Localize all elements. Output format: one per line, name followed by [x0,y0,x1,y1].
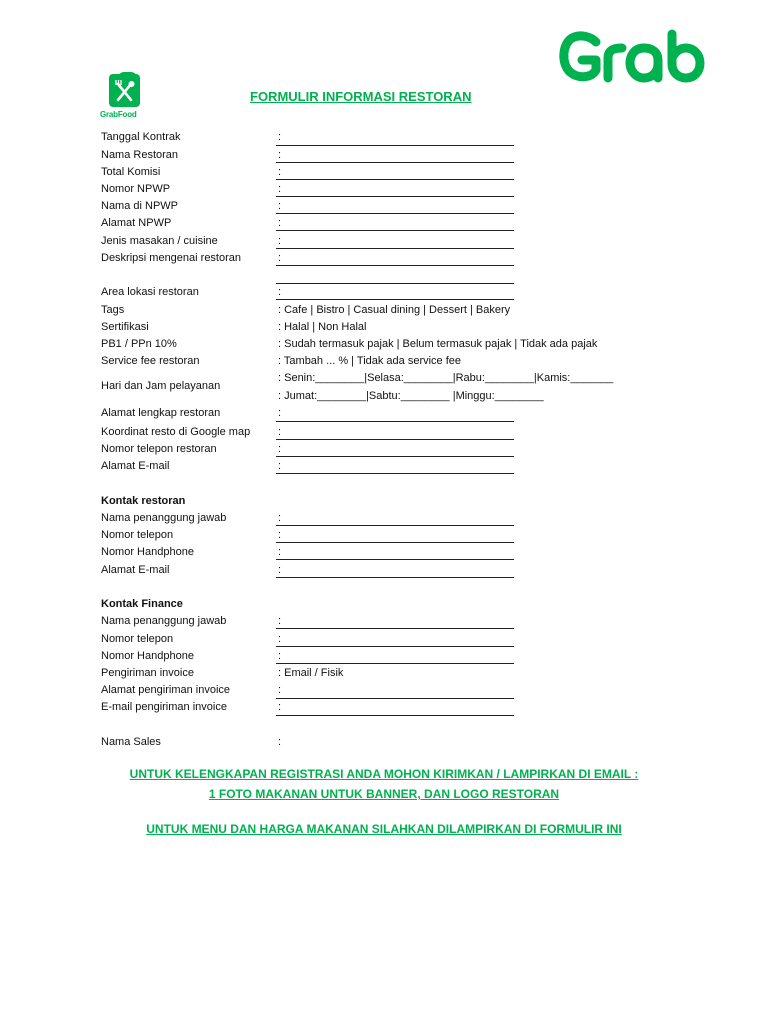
label-email-invoice: E-mail pengiriman invoice [101,701,227,713]
colon: : [278,460,282,472]
input-line-kf-nama-pj[interactable] [276,628,514,629]
colon: : [278,407,282,419]
grabfood-logo-text: GrabFood [100,110,137,119]
colon: : [278,131,282,143]
label-area-lokasi: Area lokasi restoran [101,286,199,298]
colon: : [278,546,282,558]
label-nomor-telepon-restoran: Nomor telepon restoran [101,443,217,455]
label-hari-jam: Hari dan Jam pelayanan [101,380,221,392]
input-line-email-invoice[interactable] [276,715,514,716]
label-deskripsi: Deskripsi mengenai restoran [101,252,242,264]
label-nama-npwp: Nama di NPWP [101,200,179,212]
input-line-tanggal-kontrak[interactable] [276,145,514,146]
label-tags: Tags [101,304,125,316]
section-heading-kontak-restoran: Kontak restoran [101,495,186,507]
colon: : [278,736,282,748]
grab-wordmark-icon [556,28,708,88]
colon: : [278,426,282,438]
colon: : [278,529,282,541]
label-nama-sales: Nama Sales [101,736,161,748]
input-line-jenis-masakan[interactable] [276,248,514,249]
sertifikasi-options[interactable]: : Halal | Non Halal [278,321,367,333]
input-line-nomor-npwp[interactable] [276,196,514,197]
input-line-kr-nama-pj[interactable] [276,525,514,526]
input-line-deskripsi-2[interactable] [276,283,514,284]
label-kf-nomor-telepon: Nomor telepon [101,633,174,645]
input-line-alamat-npwp[interactable] [276,230,514,231]
label-kf-nomor-hp: Nomor Handphone [101,650,194,662]
colon: : [278,149,282,161]
label-alamat-npwp: Alamat NPWP [101,217,172,229]
input-line-alamat-invoice[interactable] [276,698,514,699]
label-koordinat: Koordinat resto di Google map [101,426,251,438]
colon: : [278,252,282,264]
input-line-nama-restoran[interactable] [276,162,514,163]
label-alamat-lengkap: Alamat lengkap restoran [101,407,221,419]
colon: : [278,564,282,576]
input-line-koordinat[interactable] [276,439,514,440]
colon: : [278,166,282,178]
tags-options[interactable]: : Cafe | Bistro | Casual dining | Dessert | Bakery [278,304,511,316]
colon: : [278,235,282,247]
label-sertifikasi: Sertifikasi [101,321,149,333]
fork-knife-icon [109,74,140,107]
label-kr-alamat-email: Alamat E-mail [101,564,170,576]
section-heading-kontak-finance: Kontak Finance [101,598,183,610]
footer-note-line-2: 1 FOTO MAKANAN UNTUK BANNER, DAN LOGO RESTORAN [208,787,560,801]
label-kr-nomor-telepon: Nomor telepon [101,529,174,541]
input-line-alamat-email-restoran[interactable] [276,473,514,474]
footer-note-line-3: UNTUK MENU DAN HARGA MAKANAN SILAHKAN DILAMPIRKAN DI FORMULIR INI [146,822,622,836]
pb1-options[interactable]: : Sudah termasuk pajak | Belum termasuk pajak | Tidak ada pajak [278,338,598,350]
pengiriman-invoice-options[interactable]: : Email / Fisik [278,667,344,679]
label-nomor-npwp: Nomor NPWP [101,183,171,195]
label-alamat-email-restoran: Alamat E-mail [101,460,170,472]
label-kf-nama-pj: Nama penanggung jawab [101,615,227,627]
colon: : [278,217,282,229]
label-kr-nomor-hp: Nomor Handphone [101,546,194,558]
label-total-komisi: Total Komisi [101,166,161,178]
hari-jam-line-1[interactable]: : Senin:________|Selasa:________|Rabu:________|Kamis:_______ [278,372,614,384]
input-line-nama-npwp[interactable] [276,213,514,214]
label-jenis-masakan: Jenis masakan / cuisine [101,235,218,247]
form-title: FORMULIR INFORMASI RESTORAN [250,89,472,104]
grab-logo [556,28,708,88]
label-alamat-invoice: Alamat pengiriman invoice [101,684,231,696]
input-line-kf-nomor-hp[interactable] [276,663,514,664]
food-bag-icon [109,74,140,107]
input-line-nomor-telepon-restoran[interactable] [276,456,514,457]
label-kr-nama-pj: Nama penanggung jawab [101,512,227,524]
colon: : [278,633,282,645]
label-pengiriman-invoice: Pengiriman invoice [101,667,194,679]
grabfood-logo [100,72,140,122]
input-line-deskripsi-1[interactable] [276,265,514,266]
label-pb1: PB1 / PPn 10% [101,338,177,350]
colon: : [278,701,282,713]
input-line-total-komisi[interactable] [276,179,514,180]
input-line-alamat-lengkap[interactable] [276,421,514,422]
colon: : [278,183,282,195]
label-tanggal-kontrak: Tanggal Kontrak [101,131,181,143]
colon: : [278,443,282,455]
hari-jam-line-2[interactable]: : Jumat:________|Sabtu:________ |Minggu:________ [278,390,544,402]
colon: : [278,286,282,298]
input-line-kr-nomor-hp[interactable] [276,559,514,560]
input-line-kr-nomor-telepon[interactable] [276,542,514,543]
input-line-area-lokasi[interactable] [276,299,514,300]
colon: : [278,650,282,662]
input-line-kr-alamat-email[interactable] [276,577,514,578]
service-fee-options[interactable]: : Tambah ... % | Tidak ada service fee [278,355,462,367]
label-service-fee: Service fee restoran [101,355,200,367]
colon: : [278,200,282,212]
label-nama-restoran: Nama Restoran [101,149,179,161]
colon: : [278,684,282,696]
footer-note-line-1: UNTUK KELENGKAPAN REGISTRASI ANDA MOHON KIRIMKAN / LAMPIRKAN DI EMAIL : [129,767,639,781]
input-line-kf-nomor-telepon[interactable] [276,646,514,647]
colon: : [278,512,282,524]
colon: : [278,615,282,627]
